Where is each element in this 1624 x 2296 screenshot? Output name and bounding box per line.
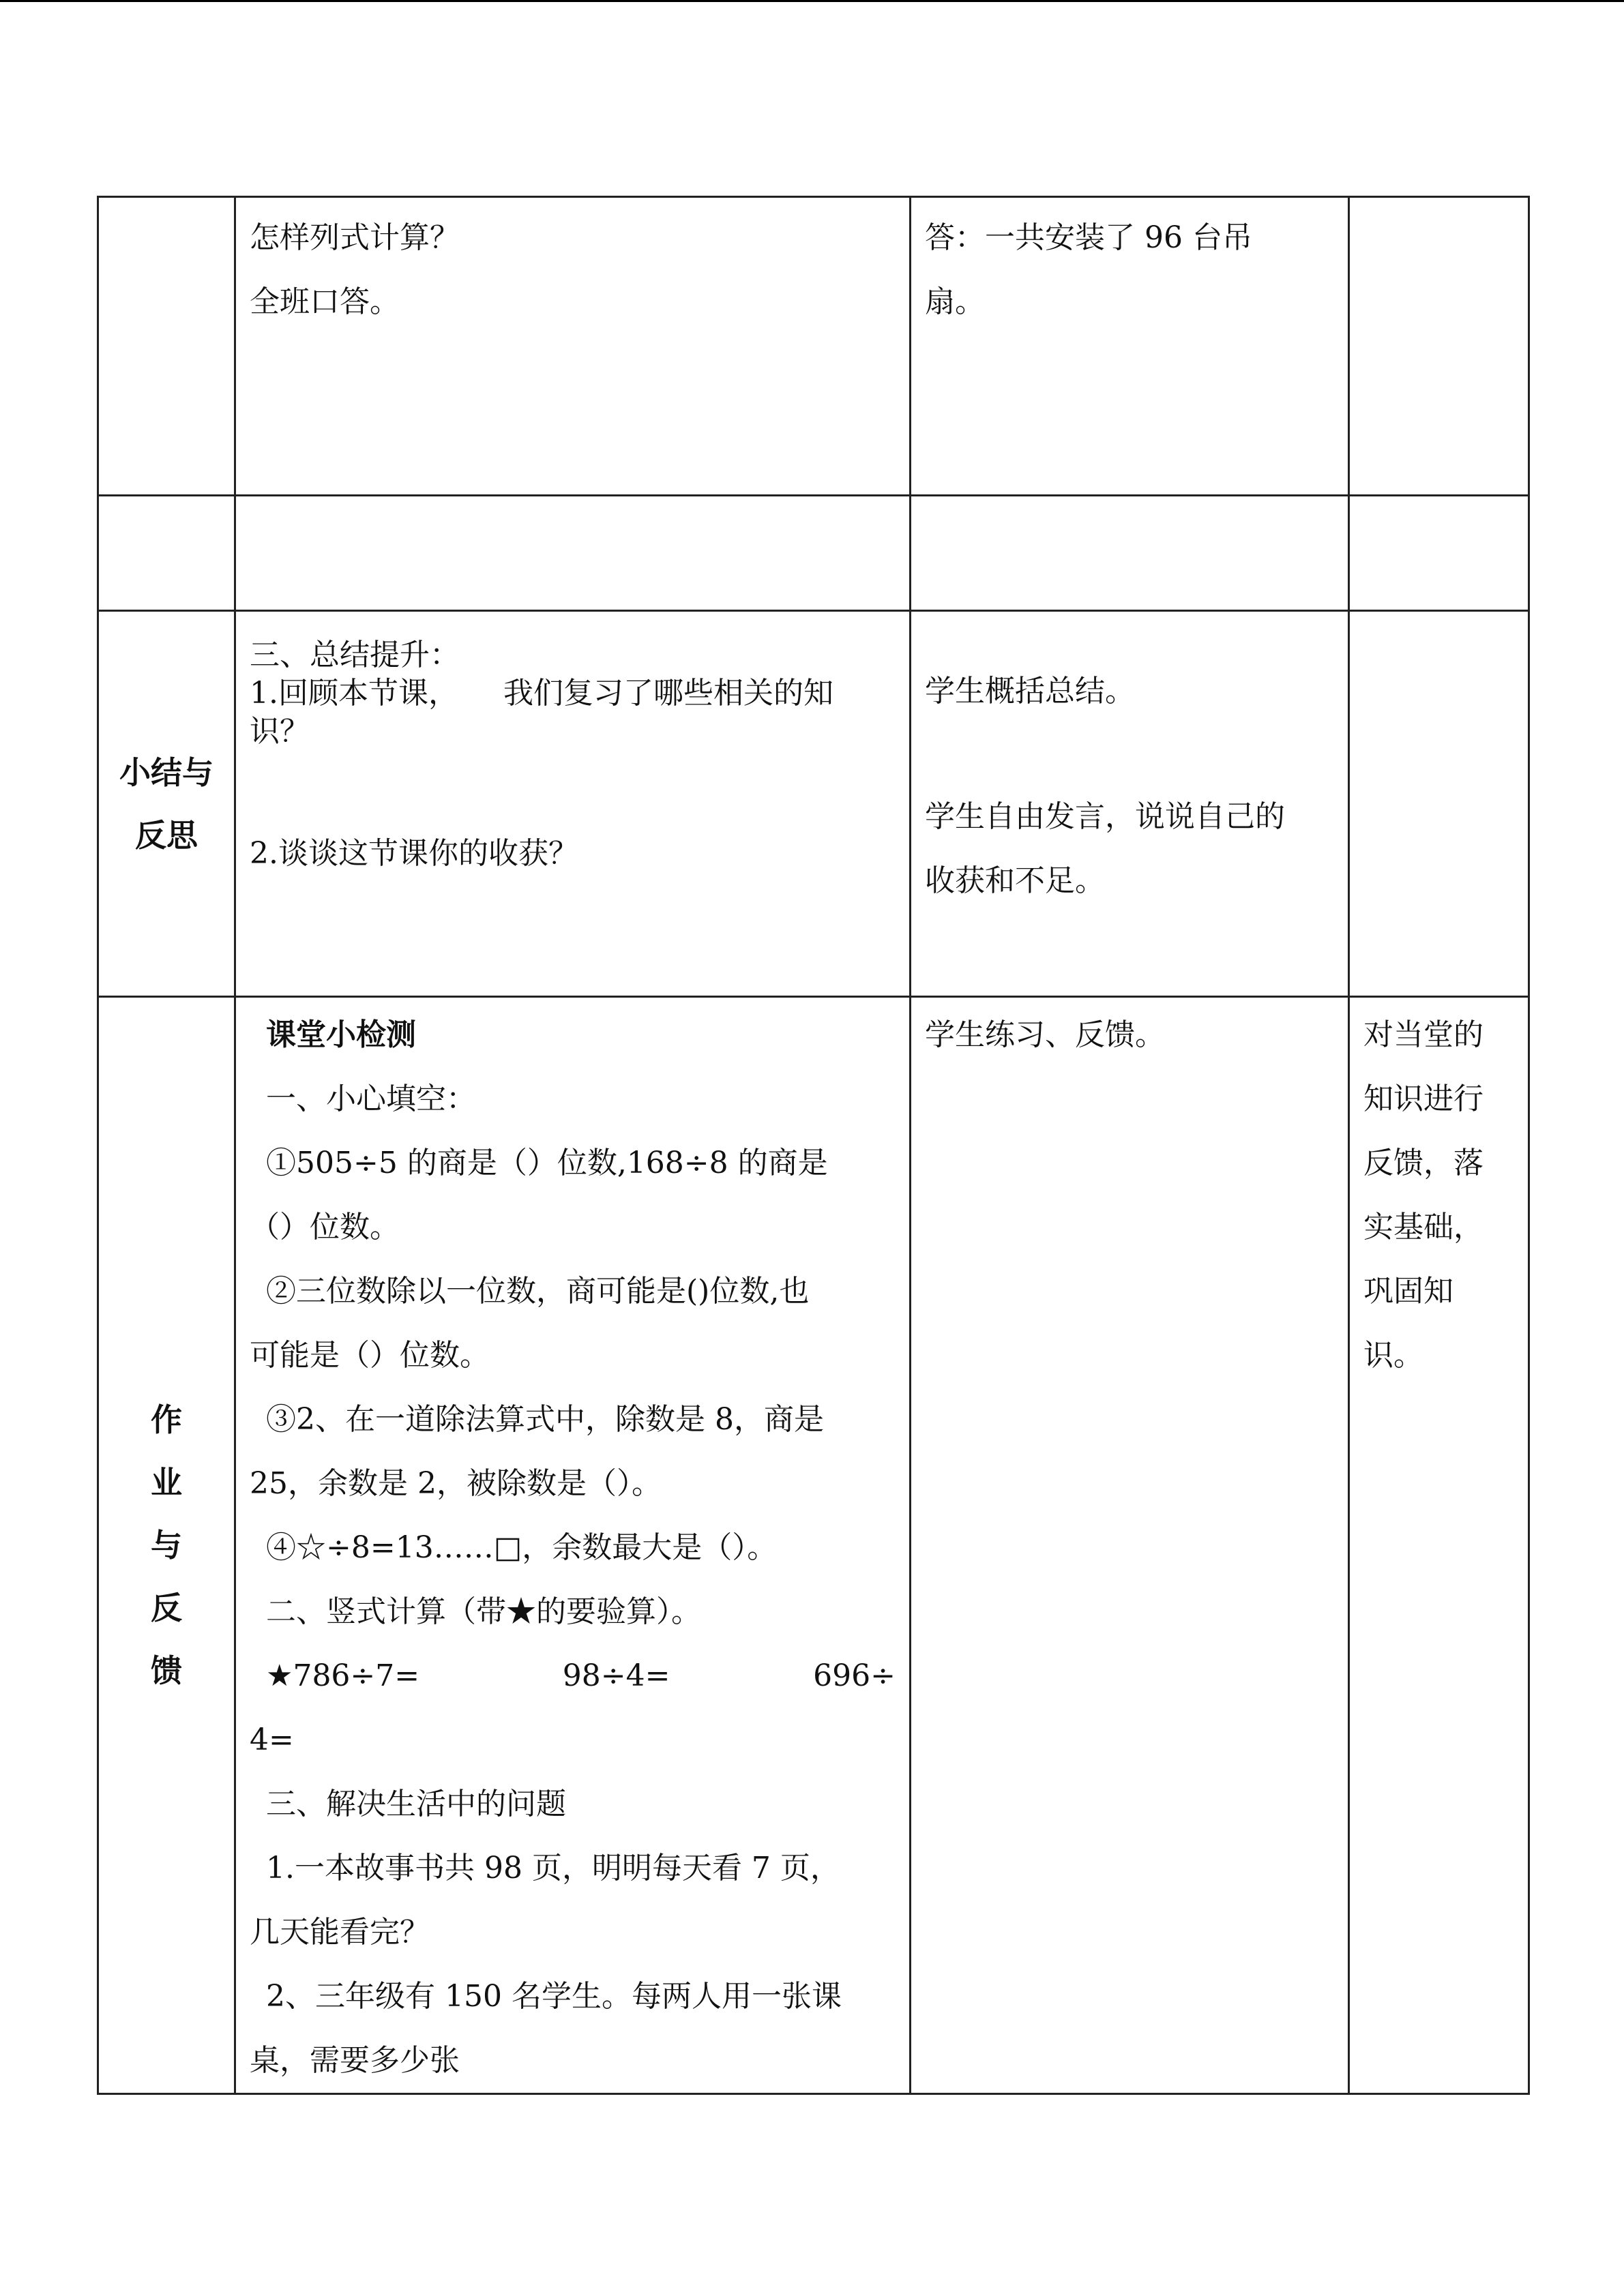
stage-label-char: 馈	[151, 1652, 182, 1689]
problem-line: 2、三年级有 150 名学生。每两人用一张课	[266, 1979, 842, 2014]
student-line: 答：一共安装了 96 台吊	[925, 220, 1252, 255]
section-heading: 一、小心填空：	[266, 1082, 476, 1116]
design-intent-cell	[1349, 496, 1529, 611]
problem-line: 1.一本故事书共 98 页，明明每天看 7 页，	[266, 1851, 840, 1885]
calc-item: ★786÷7=	[266, 1658, 420, 1693]
stage-label-line: 小结与	[119, 754, 213, 791]
content-line: 识？	[250, 714, 310, 749]
intent-line: 知识进行	[1363, 1082, 1483, 1116]
question-line: 25，余数是 2，被除数是（）。	[250, 1466, 662, 1501]
content-line: 2.谈谈这节课你的收获？	[250, 836, 578, 871]
intent-line: 对当堂的	[1363, 1017, 1483, 1052]
intent-line: 实基础，	[1363, 1210, 1483, 1244]
intent-line: 识。	[1363, 1338, 1423, 1373]
calculation-row	[250, 1644, 896, 1708]
student-activity-cell	[911, 197, 1349, 496]
calc-item: 98÷4=	[562, 1658, 670, 1693]
student-activity-cell	[911, 997, 1349, 2094]
table-row	[98, 496, 1529, 611]
student-line: 学生自由发言，说说自己的	[925, 799, 1285, 834]
lesson-plan-table	[97, 196, 1530, 2095]
question-line: ①505÷5 的商是（）位数,168÷8 的商是	[266, 1146, 828, 1180]
section-heading: 三、解决生活中的问题	[266, 1787, 566, 1821]
calc-item: 4=	[250, 1723, 294, 1757]
teaching-content-cell	[235, 611, 911, 997]
problem-line: 桌，需要多少张	[250, 2043, 460, 2078]
stage-label-cell	[98, 997, 235, 2094]
question-line: ③2、在一道除法算式中，除数是 8，商是	[266, 1402, 824, 1437]
table-row	[98, 197, 1529, 496]
table-row	[98, 997, 1529, 2094]
stage-label-line: 反思	[135, 816, 198, 854]
table-row	[98, 611, 1529, 997]
quiz-title: 课堂小检测	[266, 1017, 416, 1052]
stage-label-cell	[98, 611, 235, 997]
stage-label-char: 与	[151, 1527, 182, 1564]
stage-label-cell	[98, 197, 235, 496]
student-activity-cell	[911, 611, 1349, 997]
student-line: 学生概括总结。	[925, 674, 1135, 709]
teaching-content-cell	[235, 197, 911, 496]
stage-label-char: 业	[151, 1464, 182, 1501]
student-activity-cell	[911, 496, 1349, 611]
section-heading: 三、总结提升：	[250, 638, 460, 672]
teaching-content-cell	[235, 496, 911, 611]
student-line: 收获和不足。	[925, 863, 1105, 898]
question-line: 可能是（）位数。	[250, 1338, 490, 1373]
problem-line: 几天能看完？	[250, 1915, 430, 1950]
stage-label-char: 作	[151, 1401, 182, 1438]
design-intent-cell	[1349, 197, 1529, 496]
stage-label-char: 反	[151, 1590, 182, 1626]
question-line: （）位数。	[250, 1210, 400, 1244]
calc-item: 696÷	[813, 1658, 896, 1693]
intent-line: 反馈，落	[1363, 1146, 1483, 1180]
question-line: ④☆÷8=13……□，余数最大是（）。	[266, 1530, 778, 1565]
student-line: 学生练习、反馈。	[925, 1017, 1165, 1052]
section-heading: 二、竖式计算（带★的要验算）。	[266, 1594, 701, 1629]
page-top-rule	[0, 0, 1624, 2]
teaching-content-cell	[235, 997, 911, 2094]
design-intent-cell	[1349, 997, 1529, 2094]
stage-label-cell	[98, 496, 235, 611]
question-line: ②三位数除以一位数，商可能是()位数,也	[266, 1274, 810, 1309]
content-line: 全班口答。	[250, 284, 400, 319]
intent-line: 巩固知	[1363, 1274, 1453, 1309]
design-intent-cell	[1349, 611, 1529, 997]
content-line: 怎样列式计算？	[250, 220, 460, 255]
student-line: 扇。	[925, 284, 985, 319]
content-line: 1.回顾本节课， 我们复习了哪些相关的知	[250, 676, 833, 711]
